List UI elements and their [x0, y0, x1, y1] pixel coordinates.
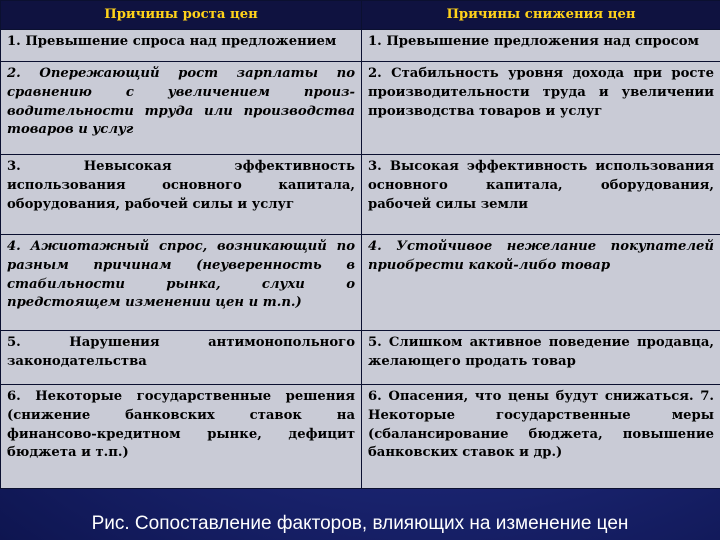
- table-row: [1, 331, 720, 385]
- decline-cause-1: 1. Превышение предложения над спросом: [362, 30, 720, 62]
- table-row: [1, 30, 720, 62]
- decline-cause-2: 2. Стабильность уровня дохода при росте производительности труда и увеличении производства товаров и услуг: [362, 62, 720, 155]
- growth-cause-4: 4. Ажиотажный спрос, возникающий по разным причинам (неуверенность в стабильности рынка, слухи о предстоящем изменении цен и т.п.): [1, 235, 362, 331]
- decline-cause-4: 4. Устойчивое нежелание покупателей приобрести какой-либо товар: [362, 235, 720, 331]
- table-row: [1, 385, 720, 489]
- decline-cause-5: 5. Слишком активное поведение продавца, желающего продать товар: [362, 331, 720, 385]
- growth-cause-6: 6. Некоторые государственные решения (снижение банковских ставок на финансово-кредитном рынке, дефицит бюджета и т.п.): [1, 385, 362, 489]
- header-row: [1, 1, 720, 30]
- table-row: [1, 62, 720, 155]
- growth-cause-1: 1. Превышение спроса над предложением: [1, 30, 362, 62]
- header-growth-causes: Причины роста цен: [1, 1, 362, 30]
- table-row: [1, 155, 720, 235]
- growth-cause-3: 3. Невысокая эффективность использования основного капитала, оборудования, рабочей силы и услуг: [1, 155, 362, 235]
- decline-cause-3: 3. Высокая эффективность использования основного капитала, оборудования, рабочей силы земли: [362, 155, 720, 235]
- header-decline-causes: Причины снижения цен: [362, 1, 720, 30]
- table-row: [1, 235, 720, 331]
- decline-cause-6: 6. Опасения, что цены будут снижаться. 7. Некоторые государственные меры (сбалансирование бюджета, повышение банковских ставок и др.): [362, 385, 720, 489]
- figure-caption: Рис. Сопоставление факторов, влияющих на изменение цен: [91, 513, 629, 534]
- growth-cause-2: 2. Опережающий рост зарплаты по сравнению с увеличением произ-водительности труда или производства товаров и услуг: [1, 62, 362, 155]
- growth-cause-5: 5. Нарушения антимонопольного законодательства: [1, 331, 362, 385]
